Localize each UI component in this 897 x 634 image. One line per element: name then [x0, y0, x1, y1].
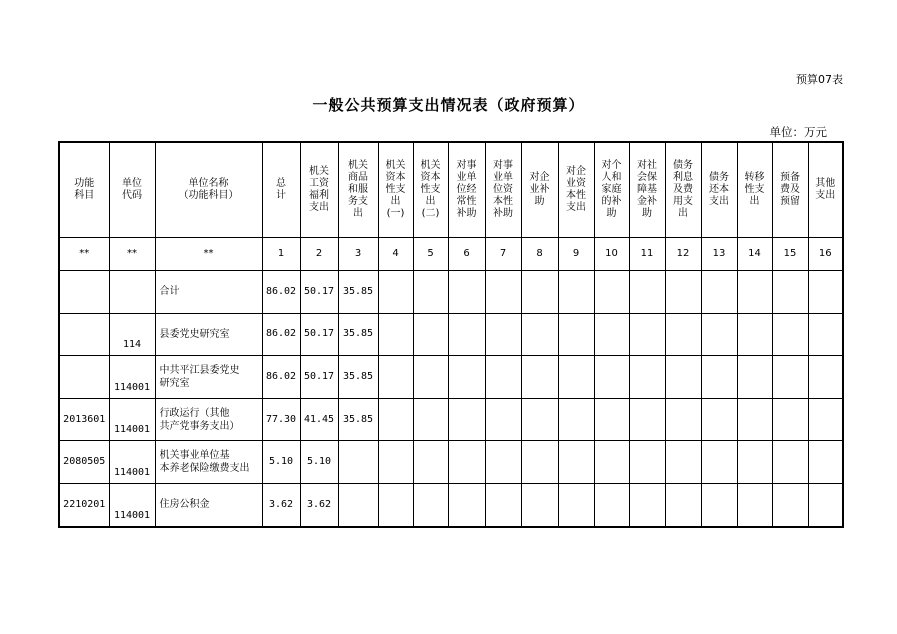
empty-cell	[594, 313, 629, 356]
empty-cell	[448, 441, 485, 484]
empty-cell	[413, 356, 448, 399]
column-index: 6	[448, 238, 485, 271]
empty-cell	[629, 483, 665, 526]
column-header: 其他 支出	[808, 142, 843, 238]
table-row	[59, 271, 843, 314]
function-code-cell	[59, 271, 109, 314]
empty-cell	[701, 483, 737, 526]
total-cell: 3.62	[262, 483, 300, 526]
column-header: 功能 科目	[59, 142, 109, 238]
column-index: 8	[521, 238, 558, 271]
empty-cell	[413, 271, 448, 314]
function-code-cell: 2013601	[59, 398, 109, 441]
goods-services-cell: 35.85	[338, 271, 378, 314]
empty-cell	[485, 271, 521, 314]
budget-table	[58, 141, 844, 528]
column-header: 总 计	[262, 142, 300, 238]
empty-cell	[629, 398, 665, 441]
unit-code-cell: 114001	[109, 356, 155, 399]
empty-cell	[737, 313, 772, 356]
empty-cell	[521, 483, 558, 526]
goods-services-cell: 35.85	[338, 313, 378, 356]
empty-cell	[448, 483, 485, 526]
empty-cell	[485, 398, 521, 441]
column-index: 7	[485, 238, 521, 271]
empty-cell	[665, 356, 701, 399]
unit-code-cell: 114001	[109, 483, 155, 526]
column-header: 对企 业资 本性 支出	[558, 142, 594, 238]
unit-code-cell: 114001	[109, 398, 155, 441]
empty-cell	[521, 271, 558, 314]
empty-cell	[448, 313, 485, 356]
empty-cell	[378, 483, 413, 526]
empty-cell	[521, 398, 558, 441]
table-row	[59, 356, 843, 399]
salary-cell: 50.17	[300, 313, 338, 356]
column-index: 5	[413, 238, 448, 271]
salary-cell: 3.62	[300, 483, 338, 526]
empty-cell	[521, 313, 558, 356]
table-row	[59, 313, 843, 356]
empty-cell	[665, 398, 701, 441]
total-cell: 77.30	[262, 398, 300, 441]
goods-services-cell: 35.85	[338, 356, 378, 399]
column-index: 16	[808, 238, 843, 271]
column-header: 机关 资本 性支 出 (一)	[378, 142, 413, 238]
empty-cell	[772, 356, 808, 399]
empty-cell	[485, 356, 521, 399]
empty-cell	[665, 271, 701, 314]
empty-cell	[772, 398, 808, 441]
empty-cell	[701, 356, 737, 399]
column-header: 机关 工资 福利 支出	[300, 142, 338, 238]
empty-cell	[665, 441, 701, 484]
unit-name-cell: 机关事业单位基 本养老保险缴费支出	[155, 441, 262, 484]
goods-services-cell	[338, 483, 378, 526]
empty-cell	[413, 441, 448, 484]
empty-cell	[558, 398, 594, 441]
column-header: 转移 性支 出	[737, 142, 772, 238]
column-index: 10	[594, 238, 629, 271]
empty-cell	[413, 398, 448, 441]
empty-cell	[808, 483, 843, 526]
column-header: 债务 利息 及费 用支 出	[665, 142, 701, 238]
unit-name-cell: 县委党史研究室	[155, 313, 262, 356]
empty-cell	[701, 271, 737, 314]
empty-cell	[485, 313, 521, 356]
unit-code-cell: 114001	[109, 441, 155, 484]
empty-cell	[594, 356, 629, 399]
unit-code-cell: 114	[109, 313, 155, 356]
empty-cell	[594, 271, 629, 314]
empty-cell	[737, 483, 772, 526]
column-index: 3	[338, 238, 378, 271]
table-row	[59, 441, 843, 484]
salary-cell: 5.10	[300, 441, 338, 484]
total-cell: 86.02	[262, 271, 300, 314]
empty-cell	[378, 441, 413, 484]
unit-name-cell: 住房公积金	[155, 483, 262, 526]
column-header: 对事 业单 位经 常性 补助	[448, 142, 485, 238]
form-code: 预算07表	[796, 73, 843, 86]
total-cell: 86.02	[262, 356, 300, 399]
column-index: **	[109, 238, 155, 271]
empty-cell	[448, 398, 485, 441]
empty-cell	[808, 441, 843, 484]
empty-cell	[413, 313, 448, 356]
column-index: 4	[378, 238, 413, 271]
column-index: 15	[772, 238, 808, 271]
unit-name-cell: 中共平江县委党史 研究室	[155, 356, 262, 399]
empty-cell	[772, 483, 808, 526]
column-header: 对社 会保 障基 金补 助	[629, 142, 665, 238]
column-index: 11	[629, 238, 665, 271]
empty-cell	[485, 441, 521, 484]
empty-cell	[737, 356, 772, 399]
goods-services-cell	[338, 441, 378, 484]
empty-cell	[808, 398, 843, 441]
empty-cell	[701, 313, 737, 356]
empty-cell	[629, 441, 665, 484]
empty-cell	[772, 271, 808, 314]
column-index: 2	[300, 238, 338, 271]
empty-cell	[521, 356, 558, 399]
empty-cell	[737, 398, 772, 441]
total-cell: 5.10	[262, 441, 300, 484]
salary-cell: 50.17	[300, 271, 338, 314]
unit-label: 单位：万元	[769, 125, 827, 139]
goods-services-cell: 35.85	[338, 398, 378, 441]
empty-cell	[378, 271, 413, 314]
empty-cell	[737, 271, 772, 314]
empty-cell	[665, 313, 701, 356]
empty-cell	[594, 483, 629, 526]
column-index: **	[155, 238, 262, 271]
header-row	[59, 142, 843, 238]
table-row	[59, 483, 843, 526]
empty-cell	[378, 356, 413, 399]
column-header: 对事 业单 位资 本性 补助	[485, 142, 521, 238]
column-index: 12	[665, 238, 701, 271]
column-index: 14	[737, 238, 772, 271]
empty-cell	[521, 441, 558, 484]
empty-cell	[448, 356, 485, 399]
empty-cell	[378, 313, 413, 356]
empty-cell	[772, 313, 808, 356]
function-code-cell: 2080505	[59, 441, 109, 484]
function-code-cell: 2210201	[59, 483, 109, 526]
salary-cell: 41.45	[300, 398, 338, 441]
empty-cell	[558, 483, 594, 526]
column-index: 1	[262, 238, 300, 271]
column-header: 机关 商品 和服 务支 出	[338, 142, 378, 238]
function-code-cell	[59, 356, 109, 399]
empty-cell	[629, 313, 665, 356]
empty-cell	[485, 483, 521, 526]
empty-cell	[629, 271, 665, 314]
column-header: 对个 人和 家庭 的补 助	[594, 142, 629, 238]
column-header: 债务 还本 支出	[701, 142, 737, 238]
table-row	[59, 398, 843, 441]
empty-cell	[701, 441, 737, 484]
empty-cell	[737, 441, 772, 484]
function-code-cell	[59, 313, 109, 356]
empty-cell	[594, 441, 629, 484]
empty-cell	[558, 356, 594, 399]
empty-cell	[701, 398, 737, 441]
empty-cell	[665, 483, 701, 526]
column-header: 对企 业补 助	[521, 142, 558, 238]
empty-cell	[558, 441, 594, 484]
empty-cell	[558, 313, 594, 356]
column-header: 单位 代码	[109, 142, 155, 238]
empty-cell	[378, 398, 413, 441]
column-header: 预备 费及 预留	[772, 142, 808, 238]
empty-cell	[558, 271, 594, 314]
column-index: 13	[701, 238, 737, 271]
empty-cell	[448, 271, 485, 314]
column-index: 9	[558, 238, 594, 271]
empty-cell	[413, 483, 448, 526]
empty-cell	[629, 356, 665, 399]
unit-code-cell	[109, 271, 155, 314]
empty-cell	[808, 356, 843, 399]
total-cell: 86.02	[262, 313, 300, 356]
index-row	[59, 238, 843, 271]
unit-name-cell: 合计	[155, 271, 262, 314]
empty-cell	[808, 313, 843, 356]
empty-cell	[772, 441, 808, 484]
column-header: 单位名称 （功能科目）	[155, 142, 262, 238]
empty-cell	[808, 271, 843, 314]
empty-cell	[594, 398, 629, 441]
column-index: **	[59, 238, 109, 271]
column-header: 机关 资本 性支 出 (二)	[413, 142, 448, 238]
document-title: 一般公共预算支出情况表（政府预算）	[312, 96, 585, 114]
unit-name-cell: 行政运行（其他 共产党事务支出）	[155, 398, 262, 441]
salary-cell: 50.17	[300, 356, 338, 399]
